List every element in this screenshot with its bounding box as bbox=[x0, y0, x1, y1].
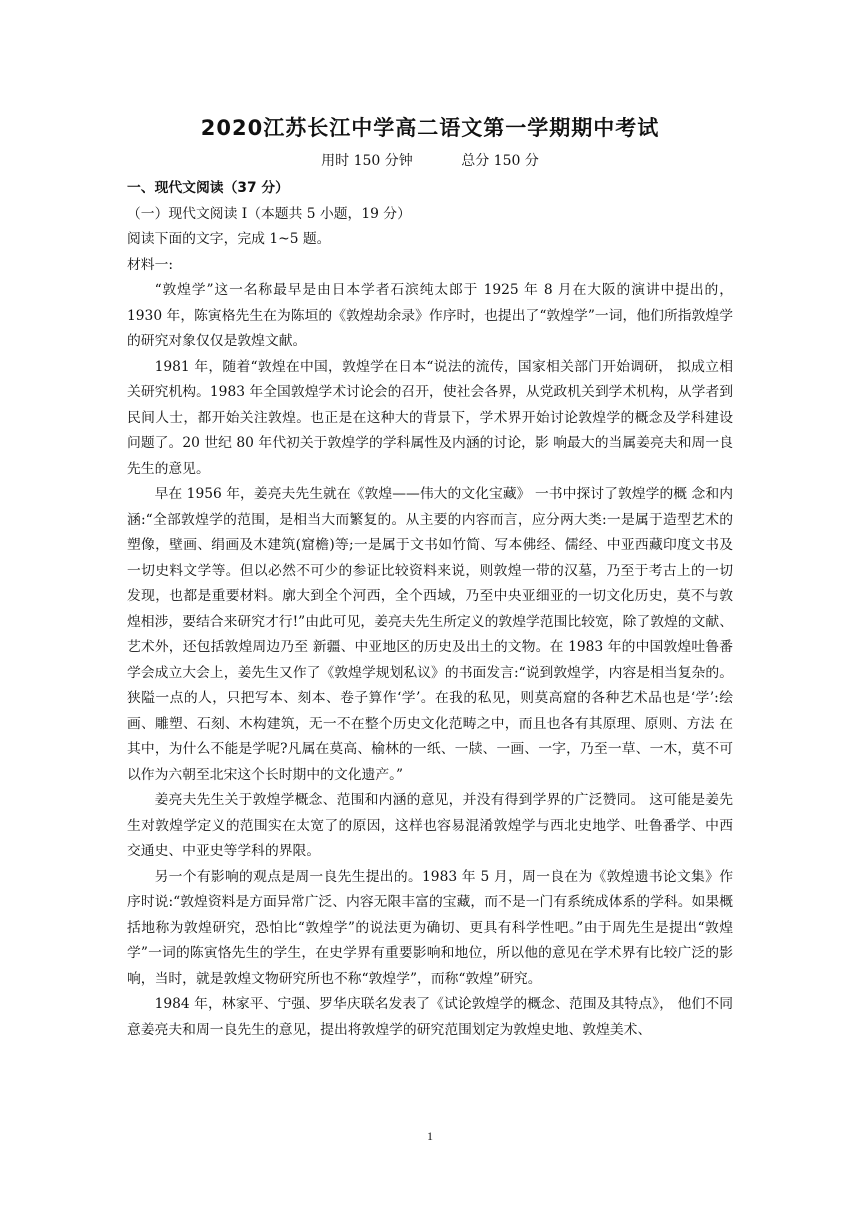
reading-instruction: 阅读下面的文字，完成 1~5 题。 bbox=[127, 231, 331, 247]
exam-meta bbox=[0, 150, 860, 170]
section-heading: 一、现代文阅读（37 分） bbox=[127, 180, 289, 196]
paragraph: 姜亮夫先生关于敦煌学概念、范围和内涵的意见，并没有得到学界的广泛赞同。 这可能是姜先生对敦煌学定义的范围实在太宽了的原因，这样也容易混淆敦煌学与西北史地学、吐鲁番学、中西交通史、中亚史等学科的界限。 bbox=[127, 792, 733, 859]
subsection-heading: （一）现代文阅读 I（本题共 5 小题，19 分） bbox=[127, 205, 411, 222]
exam-score: 总分 150 分 bbox=[461, 153, 539, 169]
page-title: 2020江苏长江中学高二语文第一学期期中考试 bbox=[200, 116, 660, 140]
paragraph: 1981 年，随着“敦煌在中国，敦煌学在日本“说法的流传，国家相关部门开始调研， 拟成立相关研究机构。1983 年全国敦煌学术讨论会的召开，使社会各界，从党政机关到学术机构，从学者到民间人士，都开始关注敦煌。也正是在这种大的背景下，学术界开始讨论敦煌学的概念及学科建设问题了。20 世纪 80 年代初关于敦煌学的学科属性及内涵的讨论，影 响最大的当属姜亮夫和周一良先生的意见。 bbox=[127, 358, 733, 477]
paragraph: 1984 年，林家平、宁强、罗华庆联名发表了《试论敦煌学的概念、范围及其特点》， 他们不同意姜亮夫和周一良先生的意见，提出将敦煌学的研究范围划定为敦煌史地、敦煌美术、 bbox=[127, 996, 733, 1038]
document-body bbox=[127, 176, 733, 1043]
page-number: 1 bbox=[427, 1129, 433, 1143]
paragraph: 另一个有影响的观点是周一良先生提出的。1983 年 5 月，周一良在为《敦煌遗书论文集》作序时说:“敦煌资料是方面异常广泛、内容无限丰富的宝藏，而不是一门有系统成体系的学科。如果概括地称为敦煌研究，恐怕比“敦煌学”的说法更为确切、更具有科学性吧。”由于周先生是提出“敦煌学”一词的陈寅恪先生的学生，在史学界有重要影响和地位，所以他的意见在学术界有比较广泛的影响，当时，就是敦煌文物研究所也不称“敦煌学”，而称“敦煌”研究。 bbox=[127, 868, 733, 987]
paragraph: 早在 1956 年，姜亮夫先生就在《敦煌——伟大的文化宝藏》 一书中探讨了敦煌学的概 念和内涵:“全部敦煌学的范围，是相当大而繁复的。从主要的内容而言，应分两大类:一是属于造型艺术的塑像，壁画、绢画及木建筑(窟檐)等;一是属于文书如竹简、写本佛经、儒经、中亚西藏印度文书及一切史料文学等。但以必然不可少的参证比较资料来说，则敦煌一带的汉墓，乃至于考古上的一切发现，也都是重要材料。廓大到全个河西，全个西域，乃至中央亚细亚的一切文化历史，莫不与敦煌相涉，要结合来研究才行!”由此可见，姜亮夫先生所定义的敦煌学范围比较宽，除了敦煌的文献、艺术外，还包括敦煌周边乃至 新疆、中亚地区的历史及出土的文物。在 1983 年的中国敦煌吐鲁番学会成立大会上，姜先生又作了《敦煌学规划私议》的书面发言:“说到敦煌学，内容是相当复杂的。狭隘一点的人，只把写本、刻本、卷子算作‘学’。在我的私见，则莫高窟的各种艺术品也是‘学’:绘画、雕塑、石刻、木构建筑，无一不在整个历史文化范畴之中，而且也各有其原理、原则、方法 在其中，为什么不能是学呢?凡属在莫高、榆林的一纸、一牍、一画、一字，乃至一草、一木，莫不可以作为六朝至北宋这个长时期中的文化遗产。” bbox=[127, 486, 733, 783]
paragraph: “敦煌学”这一名称最早是由日本学者石滨纯太郎于 1925 年 8 月在大阪的演讲中提出的，1930 年，陈寅格先生在为陈垣的《敦煌劫余录》作序时，也提出了“敦煌学”一词，他们所指敦煌学的研究对象仅仅是敦煌文献。 bbox=[127, 282, 733, 349]
exam-time: 用时 150 分钟 bbox=[321, 153, 413, 169]
material-label: 材料一: bbox=[127, 256, 174, 273]
